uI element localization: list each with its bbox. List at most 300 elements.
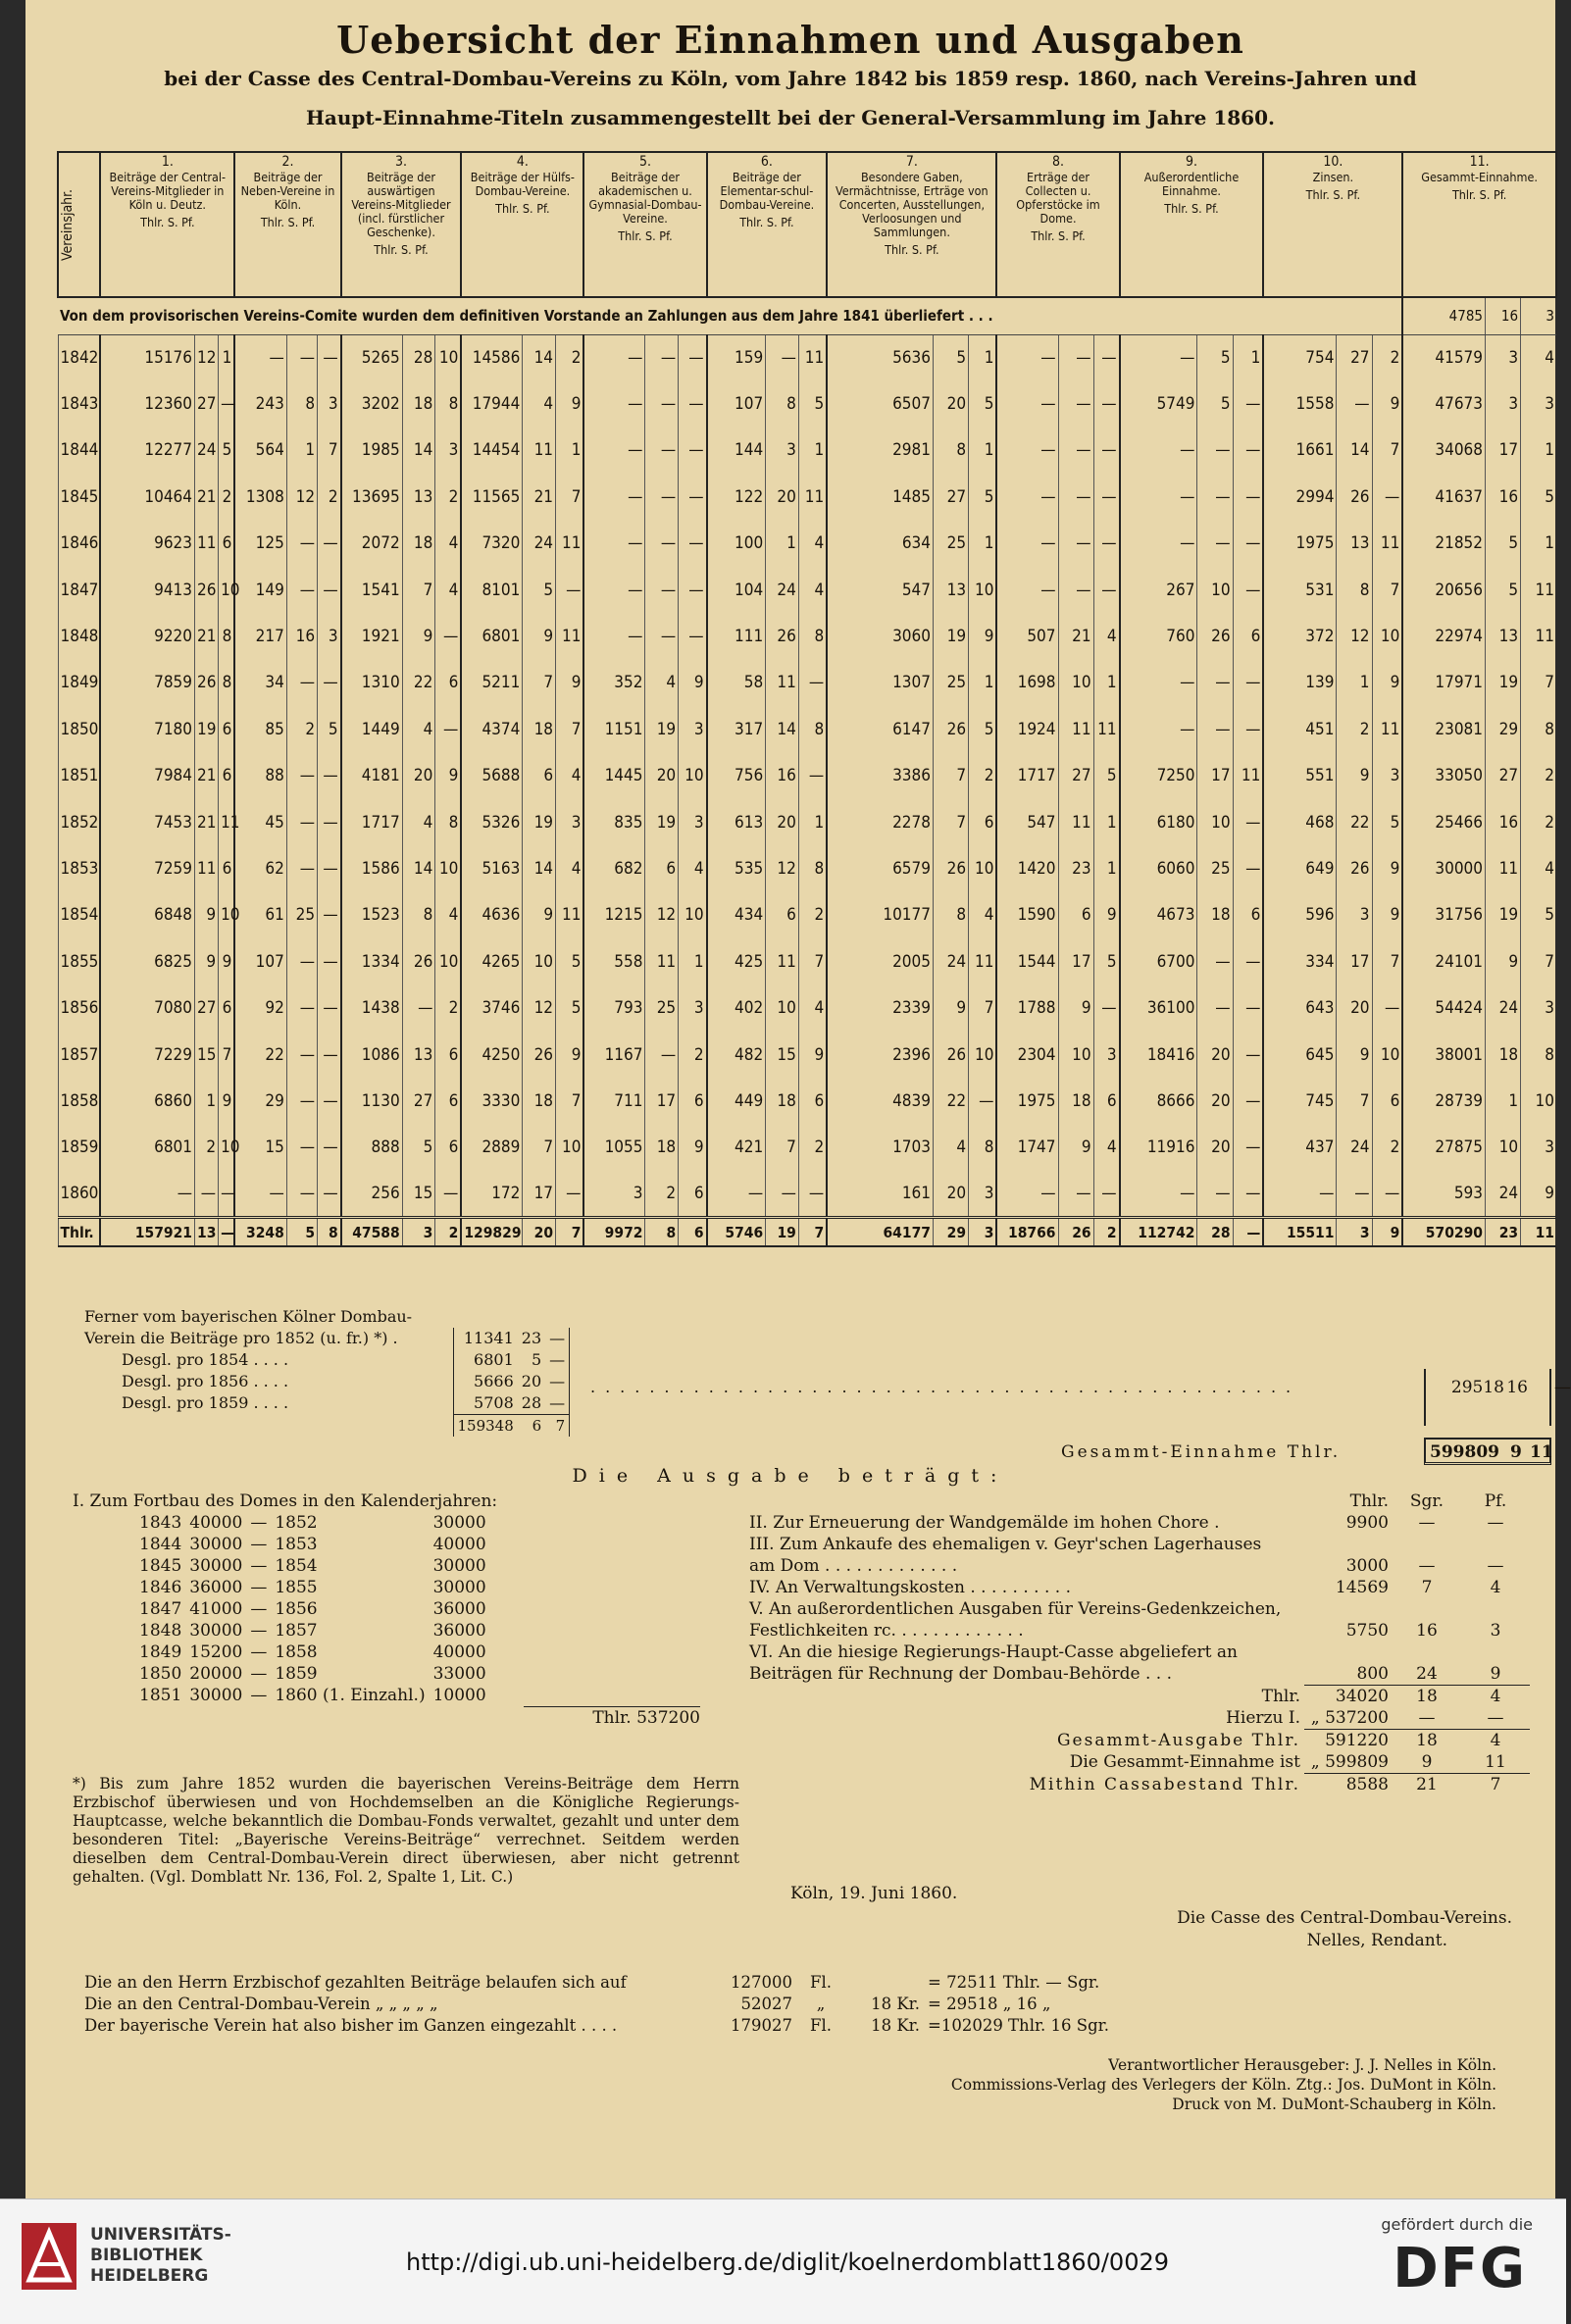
- col3-thlr: 1921: [341, 613, 403, 659]
- year-row: [58, 799, 1556, 845]
- col4-sgr: 21: [523, 474, 556, 520]
- col2-thlr: 217: [234, 613, 286, 659]
- col1-pf: 10: [219, 567, 235, 613]
- expense-pf: 4: [1490, 1578, 1501, 1597]
- col6-sgr: 16: [766, 753, 799, 799]
- col3-pf: 10: [435, 938, 461, 985]
- provisional-text: Von dem provisorischen Vereins-Comite wurden dem definitiven Vorstande an Zahlungen aus dem Jahre 1841 überliefert . . .: [58, 297, 1402, 334]
- col7-pf: 1: [969, 428, 997, 474]
- col8-sgr: 11: [1058, 706, 1093, 752]
- col6-sgr: 7: [766, 1125, 799, 1171]
- fortbau-row: [135, 1577, 490, 1598]
- col11-pf: 3: [1521, 380, 1556, 427]
- year-row: [58, 985, 1556, 1031]
- expense-sgr: [1393, 1642, 1461, 1663]
- col6-thlr: 107: [707, 380, 766, 427]
- col10-thlr: 2994: [1263, 474, 1337, 520]
- col4-pf: 7: [556, 1078, 584, 1124]
- col5-sgr: 4: [645, 660, 679, 706]
- col6-thlr: 756: [707, 753, 766, 799]
- ferner-thlr: 6801: [453, 1349, 518, 1371]
- hierzu-row: [745, 1707, 1530, 1730]
- col5-thlr: —: [583, 613, 645, 659]
- col9-thlr: 267: [1120, 567, 1197, 613]
- col3-pf: 4: [435, 567, 461, 613]
- col7-sgr: 26: [934, 845, 969, 891]
- expense-thlr: 800: [1356, 1664, 1389, 1684]
- summary-fl: 127000: [731, 1972, 792, 1992]
- carry-sgr: 16: [1506, 1378, 1528, 1397]
- col9-thlr: 8666: [1120, 1078, 1197, 1124]
- carry-thlr: 29518: [1450, 1378, 1504, 1397]
- col6-sgr: 11: [766, 660, 799, 706]
- col7-thlr: 2396: [827, 1032, 933, 1078]
- col7-pf: 10: [969, 567, 997, 613]
- col11-pf: 1: [1521, 521, 1556, 567]
- year-cell: 1856: [58, 985, 100, 1031]
- col7-pf: 9: [969, 613, 997, 659]
- summary-thlr: = 72511 Thlr. — Sgr.: [928, 1972, 1100, 1992]
- fortbau-amount: 40000: [432, 1642, 486, 1662]
- col8-sgr: —: [1058, 428, 1093, 474]
- col6-sgr: 11: [766, 938, 799, 985]
- col8-sgr: 23: [1058, 845, 1093, 891]
- year-row: [58, 706, 1556, 752]
- col11-sgr: 23: [1486, 1217, 1521, 1246]
- col9-sgr: —: [1197, 706, 1233, 752]
- col2-thlr: 3248: [234, 1217, 286, 1246]
- ferner-row: [80, 1306, 570, 1328]
- col3-pf: 4: [435, 521, 461, 567]
- grand-income-sgr: 9: [1510, 1442, 1522, 1462]
- col5-thlr: —: [583, 521, 645, 567]
- col7-sgr: 20: [934, 380, 969, 427]
- col5-sgr: —: [645, 613, 679, 659]
- imprint: [951, 2055, 1496, 2114]
- summary-kr: 18 Kr.: [871, 1994, 920, 2013]
- col8-sgr: —: [1058, 1171, 1093, 1217]
- fortbau-amount: 30000: [432, 1513, 486, 1533]
- col4-thlr: 4636: [461, 892, 523, 938]
- col6-pf: 1: [798, 799, 827, 845]
- col7-pf: 2: [969, 753, 997, 799]
- col4-pf: 11: [556, 521, 584, 567]
- expense-sgr: 24: [1416, 1664, 1438, 1684]
- col9-thlr: 4673: [1120, 892, 1197, 938]
- col2-pf: —: [318, 334, 341, 380]
- col11-sgr: 24: [1486, 985, 1521, 1031]
- col10-sgr: 1: [1337, 660, 1372, 706]
- fortbau-amount: 30000: [189, 1535, 243, 1554]
- total-income-row: [745, 1751, 1530, 1774]
- ferner-row: [80, 1392, 570, 1415]
- fortbau-row: [135, 1642, 490, 1663]
- column-label: Zinsen.: [1312, 170, 1354, 184]
- sum1-sgr: 18: [1393, 1686, 1461, 1708]
- col2-pf: 5: [318, 706, 341, 752]
- fortbau-amount: 30000: [189, 1621, 243, 1641]
- ferner-table: [80, 1306, 570, 1437]
- column-label: Beiträge der Central-Vereins-Mitglieder in Köln u. Deutz.: [109, 170, 227, 212]
- col2-thlr: 149: [234, 567, 286, 613]
- col1-sgr: 19: [195, 706, 219, 752]
- col5-pf: —: [679, 428, 707, 474]
- year-row: [58, 938, 1556, 985]
- col8-sgr: 9: [1058, 985, 1093, 1031]
- col5-pf: 6: [679, 1171, 707, 1217]
- summary-fl_unit: „: [816, 1994, 826, 2013]
- col4-sgr: 17: [523, 1171, 556, 1217]
- col1-thlr: 7453: [100, 799, 194, 845]
- expense-pf: [1461, 1598, 1530, 1620]
- col10-pf: 2: [1372, 1125, 1402, 1171]
- expense-thlr: 14569: [1335, 1578, 1389, 1597]
- fortbau-year: 1851: [139, 1686, 182, 1705]
- col7-pf: 10: [969, 1032, 997, 1078]
- expense-pf: —: [1487, 1556, 1504, 1576]
- col8-pf: 2: [1093, 1217, 1120, 1246]
- col3-thlr: 1086: [341, 1032, 403, 1078]
- fortbau-amount: 30000: [189, 1686, 243, 1705]
- balance-thlr: 8588: [1345, 1775, 1389, 1794]
- fortbau-year: 1848: [139, 1621, 182, 1641]
- unit-label: Thlr. S. Pf.: [1031, 228, 1086, 243]
- col9-thlr: —: [1120, 474, 1197, 520]
- col8-thlr: —: [996, 474, 1058, 520]
- column-number: 9.: [1185, 154, 1197, 170]
- col2-sgr: —: [286, 845, 317, 891]
- col8-thlr: 1788: [996, 985, 1058, 1031]
- col3-sgr: 8: [402, 892, 435, 938]
- summary-kr: [845, 1971, 924, 1993]
- col8-sgr: —: [1058, 380, 1093, 427]
- separator-dash: —: [250, 1642, 268, 1662]
- col11-thlr: 17971: [1402, 660, 1485, 706]
- column-label: Beiträge der Neben-Vereine in Köln.: [240, 170, 335, 212]
- col3-pf: 6: [435, 660, 461, 706]
- column-header-9: [1120, 152, 1264, 297]
- col7-pf: 5: [969, 474, 997, 520]
- year-row: [58, 1171, 1556, 1217]
- col2-pf: —: [318, 845, 341, 891]
- col3-thlr: 1130: [341, 1078, 403, 1124]
- col2-sgr: —: [286, 799, 317, 845]
- col9-pf: —: [1233, 660, 1263, 706]
- col5-sgr: —: [645, 380, 679, 427]
- year-row: [58, 1078, 1556, 1124]
- expense-pf: [1461, 1534, 1530, 1555]
- col6-pf: 9: [798, 1032, 827, 1078]
- col6-pf: —: [798, 660, 827, 706]
- fortbau-year: 1849: [139, 1642, 182, 1662]
- col6-pf: 4: [798, 567, 827, 613]
- col5-pf: 3: [679, 799, 707, 845]
- ferner-label: Ferner vom bayerischen Kölner Dombau-: [84, 1307, 413, 1326]
- col4-sgr: 5: [523, 567, 556, 613]
- col11-thlr: 593: [1402, 1171, 1485, 1217]
- fortbau-amount: 30000: [432, 1578, 486, 1597]
- col1-pf: 6: [219, 521, 235, 567]
- expense-pf: 3: [1490, 1621, 1501, 1641]
- col8-thlr: 1924: [996, 706, 1058, 752]
- ferner-thlr: 5708: [453, 1392, 518, 1415]
- col9-sgr: 5: [1197, 334, 1233, 380]
- col2-thlr: —: [234, 334, 286, 380]
- col4-pf: 9: [556, 380, 584, 427]
- col5-thlr: 1215: [583, 892, 645, 938]
- col1-sgr: 1: [195, 1078, 219, 1124]
- col9-sgr: —: [1197, 985, 1233, 1031]
- col9-pf: —: [1233, 706, 1263, 752]
- col2-thlr: 88: [234, 753, 286, 799]
- col8-thlr: —: [996, 567, 1058, 613]
- year-cell: 1850: [58, 706, 100, 752]
- fortbau-row: [135, 1534, 490, 1555]
- source-url[interactable]: http://digi.ub.uni-heidelberg.de/diglit/koelnerdomblatt1860/0029: [406, 2248, 1170, 2276]
- col3-sgr: 28: [402, 334, 435, 380]
- col8-sgr: 10: [1058, 660, 1093, 706]
- col9-sgr: —: [1197, 1171, 1233, 1217]
- col3-sgr: 5: [402, 1125, 435, 1171]
- col5-sgr: —: [645, 1032, 679, 1078]
- col2-pf: —: [318, 938, 341, 985]
- fortbau-year: 1856: [275, 1599, 318, 1619]
- col4-sgr: 19: [523, 799, 556, 845]
- col4-thlr: 14454: [461, 428, 523, 474]
- unit-label: Thlr. S. Pf.: [618, 228, 673, 243]
- fortbau-amount: 41000: [189, 1599, 243, 1619]
- col8-sgr: 27: [1058, 753, 1093, 799]
- fortbau-year: 1859: [275, 1664, 318, 1684]
- col1-sgr: 12: [195, 334, 219, 380]
- col7-pf: 3: [969, 1171, 997, 1217]
- col6-sgr: 3: [766, 428, 799, 474]
- col8-thlr: —: [996, 380, 1058, 427]
- col5-thlr: —: [583, 334, 645, 380]
- year-row: [58, 567, 1556, 613]
- col3-sgr: —: [402, 985, 435, 1031]
- col11-sgr: 18: [1486, 1032, 1521, 1078]
- hierzu-pf: —: [1461, 1707, 1530, 1730]
- col7-thlr: 6507: [827, 380, 933, 427]
- year-cell: 1843: [58, 380, 100, 427]
- col3-pf: 6: [435, 1032, 461, 1078]
- col2-pf: —: [318, 567, 341, 613]
- col5-sgr: 25: [645, 985, 679, 1031]
- ferner-sum-thlr: 159348: [453, 1415, 518, 1438]
- col6-pf: —: [798, 753, 827, 799]
- col1-pf: 10: [219, 892, 235, 938]
- col8-sgr: —: [1058, 474, 1093, 520]
- col1-sgr: 21: [195, 799, 219, 845]
- col6-pf: 8: [798, 613, 827, 659]
- col3-sgr: 14: [402, 428, 435, 474]
- col6-thlr: —: [707, 1171, 766, 1217]
- year-cell: 1842: [58, 334, 100, 380]
- col5-pf: 4: [679, 845, 707, 891]
- col7-sgr: 4: [934, 1125, 969, 1171]
- col3-thlr: 1717: [341, 799, 403, 845]
- separator-dash: —: [250, 1664, 268, 1684]
- col11-thlr: 54424: [1402, 985, 1485, 1031]
- col6-sgr: 14: [766, 706, 799, 752]
- col4-pf: 4: [556, 753, 584, 799]
- fortbau-amount: 36000: [432, 1599, 486, 1619]
- col10-thlr: 468: [1263, 799, 1337, 845]
- col1-pf: 6: [219, 985, 235, 1031]
- col2-sgr: 1: [286, 428, 317, 474]
- col7-thlr: 6147: [827, 706, 933, 752]
- ferner-row: [80, 1349, 570, 1371]
- col2-thlr: —: [234, 1171, 286, 1217]
- col3-sgr: 13: [402, 474, 435, 520]
- summary-row: [80, 1993, 1198, 2014]
- col6-thlr: 317: [707, 706, 766, 752]
- col10-thlr: 596: [1263, 892, 1337, 938]
- separator-dash: —: [250, 1513, 268, 1533]
- col9-pf: —: [1233, 380, 1263, 427]
- col7-sgr: 5: [934, 334, 969, 380]
- col5-thlr: 558: [583, 938, 645, 985]
- col11-thlr: 47673: [1402, 380, 1485, 427]
- col4-sgr: 4: [523, 380, 556, 427]
- col6-thlr: 402: [707, 985, 766, 1031]
- col1-sgr: 11: [195, 521, 219, 567]
- column-header-4: [461, 152, 583, 297]
- col4-sgr: 9: [523, 892, 556, 938]
- col1-sgr: 9: [195, 892, 219, 938]
- col3-pf: 2: [435, 1217, 461, 1246]
- col10-thlr: 1975: [1263, 521, 1337, 567]
- col2-sgr: —: [286, 1078, 317, 1124]
- expense-row: [745, 1577, 1530, 1598]
- col10-pf: 9: [1372, 892, 1402, 938]
- col5-thlr: 1167: [583, 1032, 645, 1078]
- col7-sgr: 7: [934, 799, 969, 845]
- col6-pf: 1: [798, 428, 827, 474]
- total-income-pf: 11: [1461, 1751, 1530, 1774]
- col8-thlr: 2304: [996, 1032, 1058, 1078]
- col5-pf: 3: [679, 706, 707, 752]
- col5-thlr: 682: [583, 845, 645, 891]
- col10-sgr: —: [1337, 380, 1372, 427]
- fortbau-amount: 30000: [189, 1556, 243, 1576]
- col7-thlr: 1703: [827, 1125, 933, 1171]
- expense-row: [745, 1534, 1530, 1555]
- col9-pf: —: [1233, 1078, 1263, 1124]
- col6-sgr: —: [766, 1171, 799, 1217]
- col6-thlr: 449: [707, 1078, 766, 1124]
- col9-pf: —: [1233, 1171, 1263, 1217]
- unit-label: Thlr. S. Pf.: [1305, 187, 1361, 202]
- col2-pf: —: [318, 799, 341, 845]
- ferner-pf: —: [545, 1328, 570, 1349]
- university-name-line: BIBLIOTHEK: [90, 2246, 203, 2265]
- col1-thlr: 9413: [100, 567, 194, 613]
- year-column-header: Vereinsjahr.: [58, 152, 100, 297]
- col10-sgr: 22: [1337, 799, 1372, 845]
- col4-pf: —: [556, 1171, 584, 1217]
- column-number: 7.: [905, 154, 918, 170]
- col7-thlr: 6579: [827, 845, 933, 891]
- col7-sgr: 9: [934, 985, 969, 1031]
- col3-thlr: 13695: [341, 474, 403, 520]
- col4-pf: 11: [556, 892, 584, 938]
- col3-pf: 4: [435, 892, 461, 938]
- year-cell: 1845: [58, 474, 100, 520]
- col7-pf: 1: [969, 660, 997, 706]
- col4-thlr: 4265: [461, 938, 523, 985]
- col3-pf: 6: [435, 1125, 461, 1171]
- col4-pf: 1: [556, 428, 584, 474]
- col11-thlr: 31756: [1402, 892, 1485, 938]
- column-label: Beiträge der auswärtigen Vereins-Mitglieder (incl. fürstlicher Geschenke).: [351, 170, 451, 239]
- dfg-logo: DFG: [1393, 2237, 1527, 2300]
- col9-pf: —: [1233, 428, 1263, 474]
- col8-thlr: —: [996, 428, 1058, 474]
- col5-pf: —: [679, 521, 707, 567]
- col9-pf: —: [1233, 845, 1263, 891]
- col4-pf: 10: [556, 1125, 584, 1171]
- fortbau-amount: 10000: [432, 1686, 486, 1705]
- col10-sgr: 24: [1337, 1125, 1372, 1171]
- col2-sgr: —: [286, 1171, 317, 1217]
- col8-pf: 5: [1093, 753, 1120, 799]
- summary-text: Die an den Central-Dombau-Verein „ „ „ „ „: [84, 1994, 438, 2013]
- col10-thlr: 372: [1263, 613, 1337, 659]
- leader-dots: ................................................: [590, 1378, 1301, 1396]
- year-cell: 1849: [58, 660, 100, 706]
- col9-sgr: —: [1197, 428, 1233, 474]
- col11-pf: 3: [1521, 985, 1556, 1031]
- col1-thlr: 9623: [100, 521, 194, 567]
- col4-thlr: 5211: [461, 660, 523, 706]
- col8-thlr: 18766: [996, 1217, 1058, 1246]
- col7-sgr: 22: [934, 1078, 969, 1124]
- col1-sgr: 27: [195, 380, 219, 427]
- year-cell: 1846: [58, 521, 100, 567]
- col10-sgr: 3: [1337, 892, 1372, 938]
- fortbau-amount: 15200: [189, 1642, 243, 1662]
- col9-sgr: 20: [1197, 1078, 1233, 1124]
- signature-cashier: Die Casse des Central-Dombau-Vereins.: [1177, 1908, 1512, 1928]
- col10-thlr: 1558: [1263, 380, 1337, 427]
- col3-sgr: 20: [402, 753, 435, 799]
- year-cell: 1859: [58, 1125, 100, 1171]
- col9-sgr: —: [1197, 474, 1233, 520]
- col10-sgr: —: [1337, 1171, 1372, 1217]
- col1-thlr: 7080: [100, 985, 194, 1031]
- col6-sgr: 20: [766, 474, 799, 520]
- col10-thlr: 754: [1263, 334, 1337, 380]
- col4-sgr: 11: [523, 428, 556, 474]
- signature-name: Nelles, Rendant.: [1306, 1931, 1447, 1950]
- col7-sgr: 25: [934, 660, 969, 706]
- column-label: Beiträge der Hülfs-Dombau-Vereine.: [470, 170, 575, 198]
- col11-pf: 1: [1521, 428, 1556, 474]
- col11-thlr: 25466: [1402, 799, 1485, 845]
- col9-sgr: —: [1197, 521, 1233, 567]
- col9-thlr: —: [1120, 706, 1197, 752]
- fortbau-year: 1858: [275, 1642, 318, 1662]
- col10-thlr: 531: [1263, 567, 1337, 613]
- balance-sgr: 21: [1416, 1775, 1438, 1794]
- col10-pf: —: [1372, 474, 1402, 520]
- col4-sgr: 26: [523, 1032, 556, 1078]
- ferner-sgr: 20: [521, 1372, 542, 1390]
- col7-thlr: 64177: [827, 1217, 933, 1246]
- col3-sgr: 18: [402, 380, 435, 427]
